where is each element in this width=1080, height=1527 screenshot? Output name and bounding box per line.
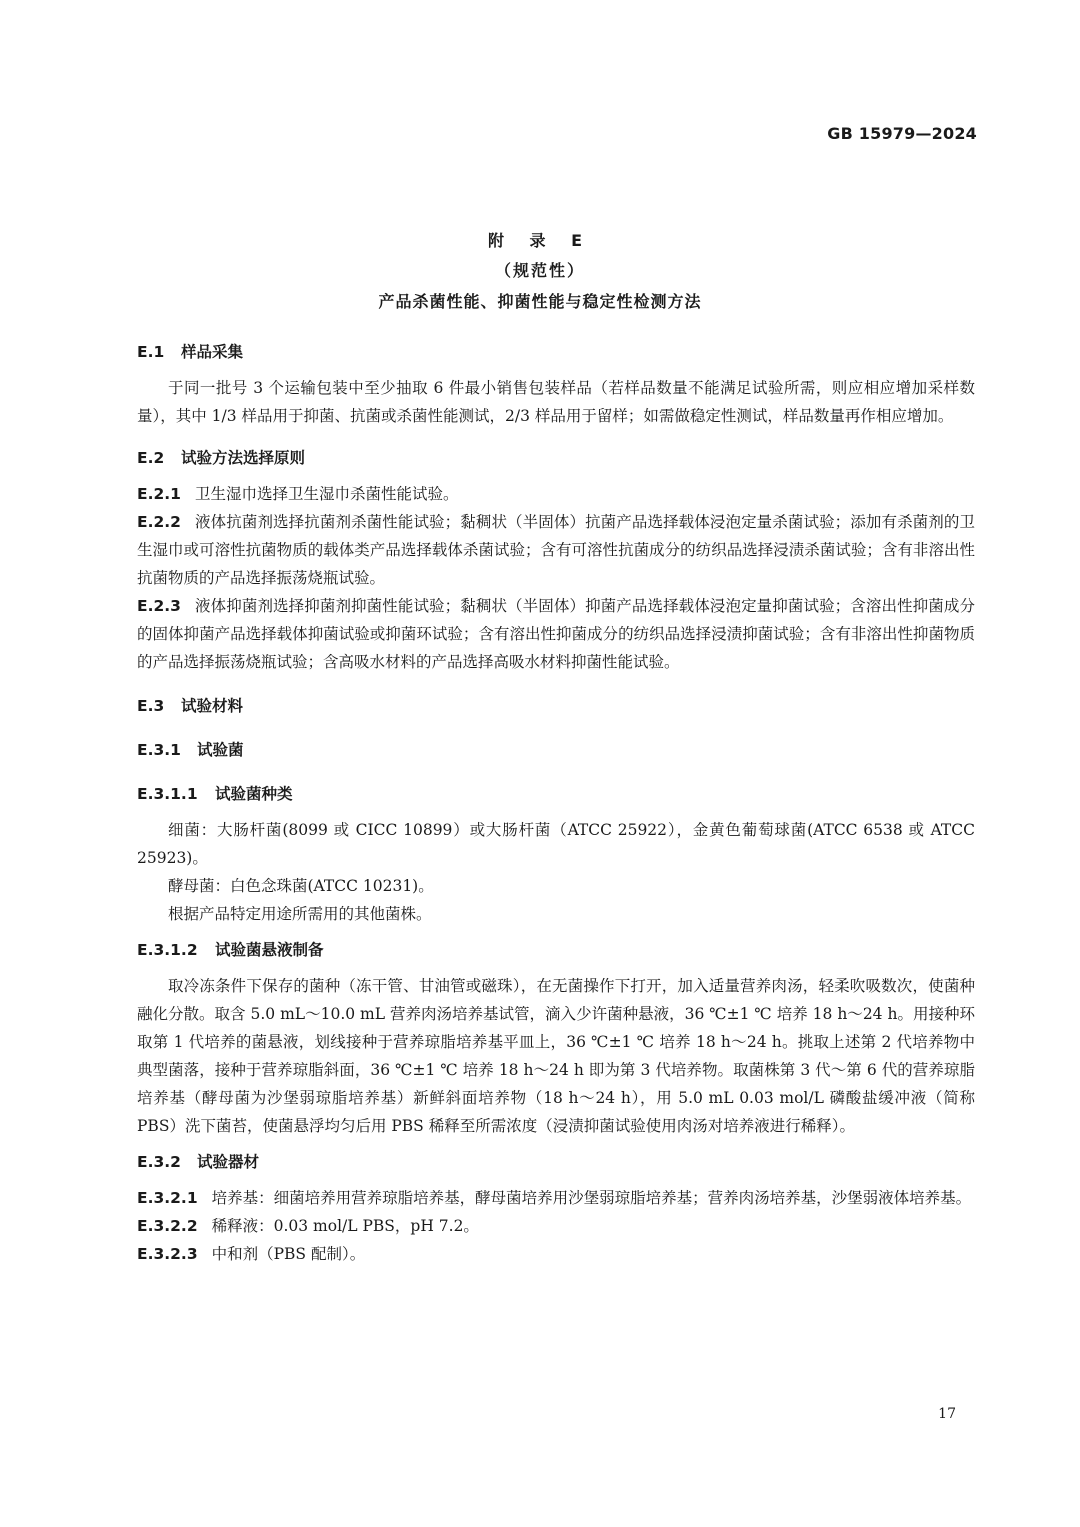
clause-number: E.2.1 <box>137 485 181 503</box>
paragraph-suspension-prep: 取冷冻条件下保存的菌种（冻干管、甘油管或磁珠），在无菌操作下打开，加入适量营养肉汤，轻柔吹吸数次，使菌种融化分散。取含 5.0 mL～10.0 mL 营养肉汤培养基试管，滴入少许菌种悬液，36 ℃±1 ℃ 培养 18 h～24 h。用接种环取第 1 代培养的菌悬液，划线接种于营养琼脂培养基平皿上，36 ℃±1 ℃ 培养 18 h～24 h。挑取上述第 2 代培养物中典型菌落，接种于营养琼脂斜面，36 ℃±1 ℃ 培养 18 h～24 h 即为第 3 代培养物。取菌株第 3 代～第 6 代的营养琼脂培养基（酵母菌为沙堡弱琼脂培养基）新鲜斜面培养物（18 h～24 h），用 5.0 mL 0.03 mol/L 磷酸盐缓冲液（简称 PBS）洗下菌苔，使菌悬浮均匀后用 PBS 稀释至所需浓度（浸渍抑菌试验使用肉汤对培养液进行稀释）。 <box>137 977 975 1135</box>
heading-e2 <box>137 444 975 472</box>
clause-number: E.3.2.2 <box>137 1217 198 1235</box>
heading-number: E.1 <box>137 343 165 361</box>
heading-label: 试验方法选择原则 <box>181 449 306 467</box>
heading-e31 <box>137 736 975 764</box>
clause-text: 液体抑菌剂选择抑菌剂抑菌性能试验；黏稠状（半固体）抑菌产品选择载体浸泡定量抑菌试验；含溶出性抑菌成分的固体抑菌产品选择载体抑菌试验或抑菌环试验；含有溶出性抑菌成分的纺织品选择浸渍抑菌试验；含有非溶出性抑菌物质的产品选择振荡烧瓶试验；含高吸水材料的产品选择高吸水材料抑菌性能试验。 <box>137 597 975 671</box>
heading-e32 <box>137 1148 975 1176</box>
clause-text: 液体抗菌剂选择抗菌剂杀菌性能试验；黏稠状（半固体）抗菌产品选择载体浸泡定量杀菌试验；添加有杀菌剂的卫生湿巾或可溶性抗菌物质的载体类产品选择载体杀菌试验；含有可溶性抗菌成分的纺织品选择浸渍杀菌试验；含有非溶出性抗菌物质的产品选择振荡烧瓶试验。 <box>137 513 975 587</box>
heading-e311 <box>137 780 975 808</box>
clause-e323 <box>137 1240 975 1268</box>
page-number: 17 <box>938 1406 956 1422</box>
heading-number: E.3.1.2 <box>137 941 198 959</box>
clause-e322 <box>137 1212 975 1240</box>
annex-title: 附 录 E <box>487 231 593 250</box>
heading-number: E.2 <box>137 449 165 467</box>
heading-label: 试验菌 <box>197 741 244 759</box>
clause-e321 <box>137 1184 975 1212</box>
standard-number: GB 15979—2024 <box>827 124 977 143</box>
clause-e21 <box>137 480 975 508</box>
heading-number: E.3.2 <box>137 1153 181 1171</box>
heading-label: 试验菌悬液制备 <box>215 941 324 959</box>
clause-number: E.3.2.1 <box>137 1189 198 1207</box>
heading-number: E.3.1 <box>137 741 181 759</box>
heading-label: 试验材料 <box>181 697 244 715</box>
clause-text: 稀释液：0.03 mol/L PBS，pH 7.2。 <box>211 1217 479 1235</box>
annex-name: 产品杀菌性能、抑菌性能与稳定性检测方法 <box>378 292 702 311</box>
heading-e312 <box>137 936 975 964</box>
paragraph-e1: 于同一批号 3 个运输包装中至少抽取 6 件最小销售包装样品（若样品数量不能满足试验所需，则应相应增加采样数量），其中 1/3 样品用于抑菌、抗菌或杀菌性能测试，2/3 样品用于留样；如需做稳定性测试，样品数量再作相应增加。 <box>137 379 975 425</box>
clause-e23 <box>137 592 975 676</box>
heading-label: 样品采集 <box>181 343 244 361</box>
paragraph-bacteria: 细菌：大肠杆菌(8099 或 CICC 10899）或大肠杆菌（ATCC 25922），金黄色葡萄球菌(ATCC 6538 或 ATCC 25923)。 <box>137 821 975 867</box>
clause-text: 中和剂（PBS 配制）。 <box>211 1245 366 1263</box>
heading-label: 试验菌种类 <box>215 785 293 803</box>
clause-text: 卫生湿巾选择卫生湿巾杀菌性能试验。 <box>194 485 459 503</box>
paragraph-other-strains: 根据产品特定用途所需用的其他菌株。 <box>168 905 432 923</box>
clause-number: E.3.2.3 <box>137 1245 198 1263</box>
heading-label: 试验器材 <box>197 1153 260 1171</box>
heading-e3 <box>137 692 975 720</box>
heading-number: E.3 <box>137 697 165 715</box>
clause-number: E.2.3 <box>137 597 181 615</box>
clause-number: E.2.2 <box>137 513 181 531</box>
paragraph-yeast: 酵母菌：白色念珠菌(ATCC 10231)。 <box>168 877 434 895</box>
annex-type: （规范性） <box>494 261 585 280</box>
heading-e1 <box>137 338 975 366</box>
clause-text: 培养基：细菌培养用营养琼脂培养基，酵母菌培养用沙堡弱琼脂培养基；营养肉汤培养基，沙堡弱液体培养基。 <box>211 1189 972 1207</box>
clause-e22 <box>137 508 975 592</box>
heading-number: E.3.1.1 <box>137 785 198 803</box>
document-body <box>137 338 975 1268</box>
